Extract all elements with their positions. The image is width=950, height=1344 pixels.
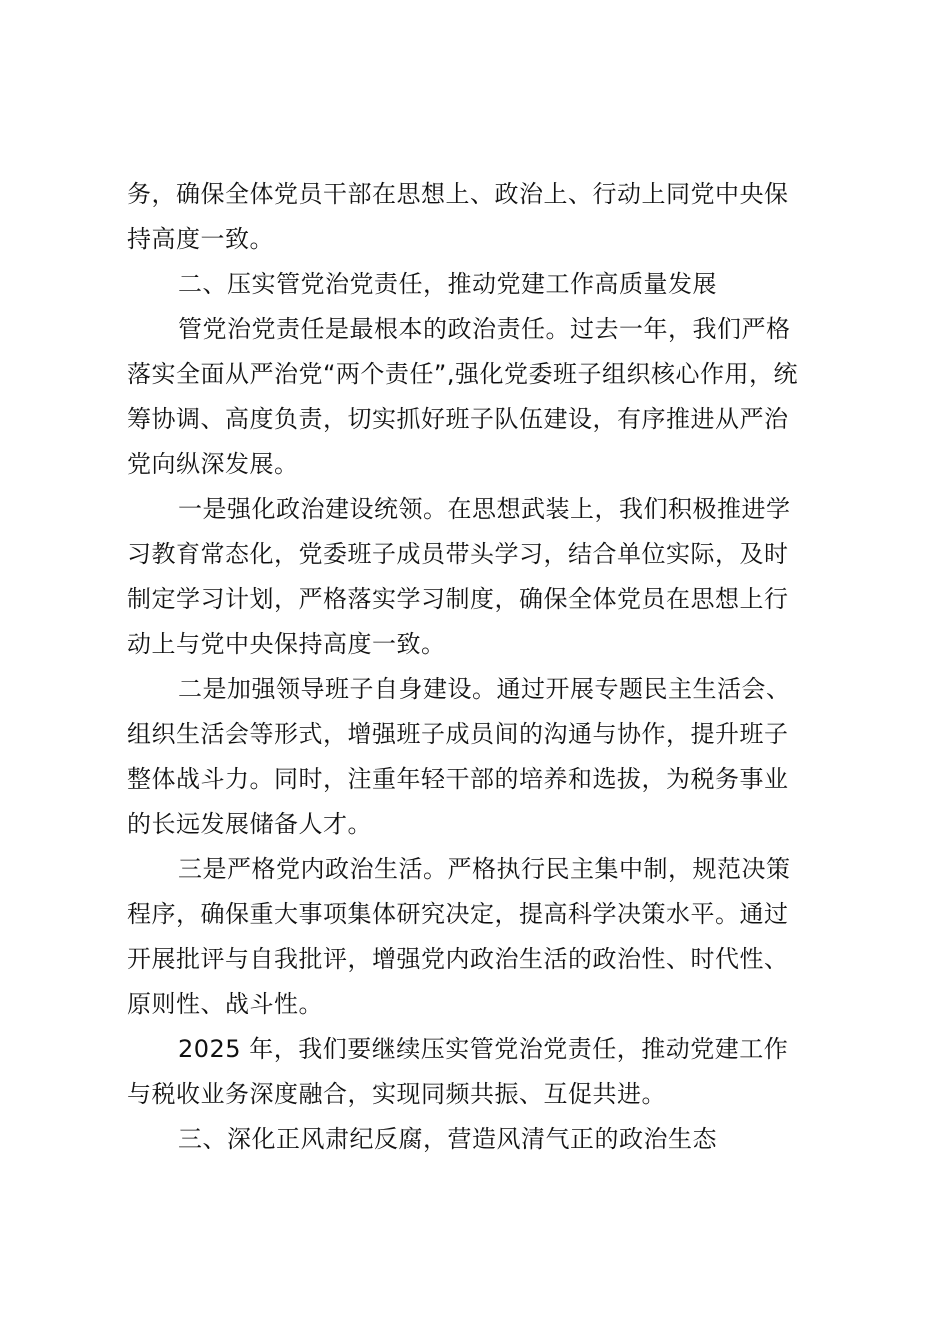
- text-line: 二是加强领导班子自身建设。通过开展专题民主生活会、: [178, 675, 791, 703]
- text-line: 筹协调、高度负责，切实抓好班子队伍建设，有序推进从严治: [127, 405, 789, 433]
- text-line: 管党治党责任是最根本的政治责任。过去一年，我们严格: [178, 315, 791, 343]
- text-line: 组织生活会等形式，增强班子成员间的沟通与协作，提升班子: [127, 720, 789, 748]
- text-line: 三是严格党内政治生活。严格执行民主集中制，规范决策: [178, 855, 791, 883]
- text-line: 持高度一致。: [127, 225, 274, 253]
- text-line: 开展批评与自我批评，增强党内政治生活的政治性、时代性、: [127, 945, 789, 973]
- text-line: 务，确保全体党员干部在思想上、政治上、行动上同党中央保: [127, 180, 789, 208]
- text-line: 落实全面从严治党“两个责任”,强化党委班子组织核心作用，统: [127, 360, 798, 388]
- section-heading: 三、深化正风肃纪反腐，营造风清气正的政治生态: [178, 1125, 717, 1153]
- text-line: 与税收业务深度融合，实现同频共振、互促共进。: [127, 1080, 666, 1108]
- text-line: 2025 年，我们要继续压实管党治党责任，推动党建工作: [178, 1035, 789, 1063]
- text-line: 程序，确保重大事项集体研究决定，提高科学决策水平。通过: [127, 900, 789, 928]
- text-line: 的长远发展储备人才。: [127, 810, 372, 838]
- text-line: 一是强化政治建设统领。在思想武装上，我们积极推进学: [178, 495, 791, 523]
- text-line: 制定学习计划，严格落实学习制度，确保全体党员在思想上行: [127, 585, 789, 613]
- text-line: 动上与党中央保持高度一致。: [127, 630, 446, 658]
- text-line: 原则性、战斗性。: [127, 990, 323, 1018]
- text-line: 整体战斗力。同时，注重年轻干部的培养和选拔，为税务事业: [127, 765, 789, 793]
- text-line: 习教育常态化，党委班子成员带头学习，结合单位实际，及时: [127, 540, 789, 568]
- section-heading: 二、压实管党治党责任，推动党建工作高质量发展: [178, 270, 717, 298]
- text-line: 党向纵深发展。: [127, 450, 299, 478]
